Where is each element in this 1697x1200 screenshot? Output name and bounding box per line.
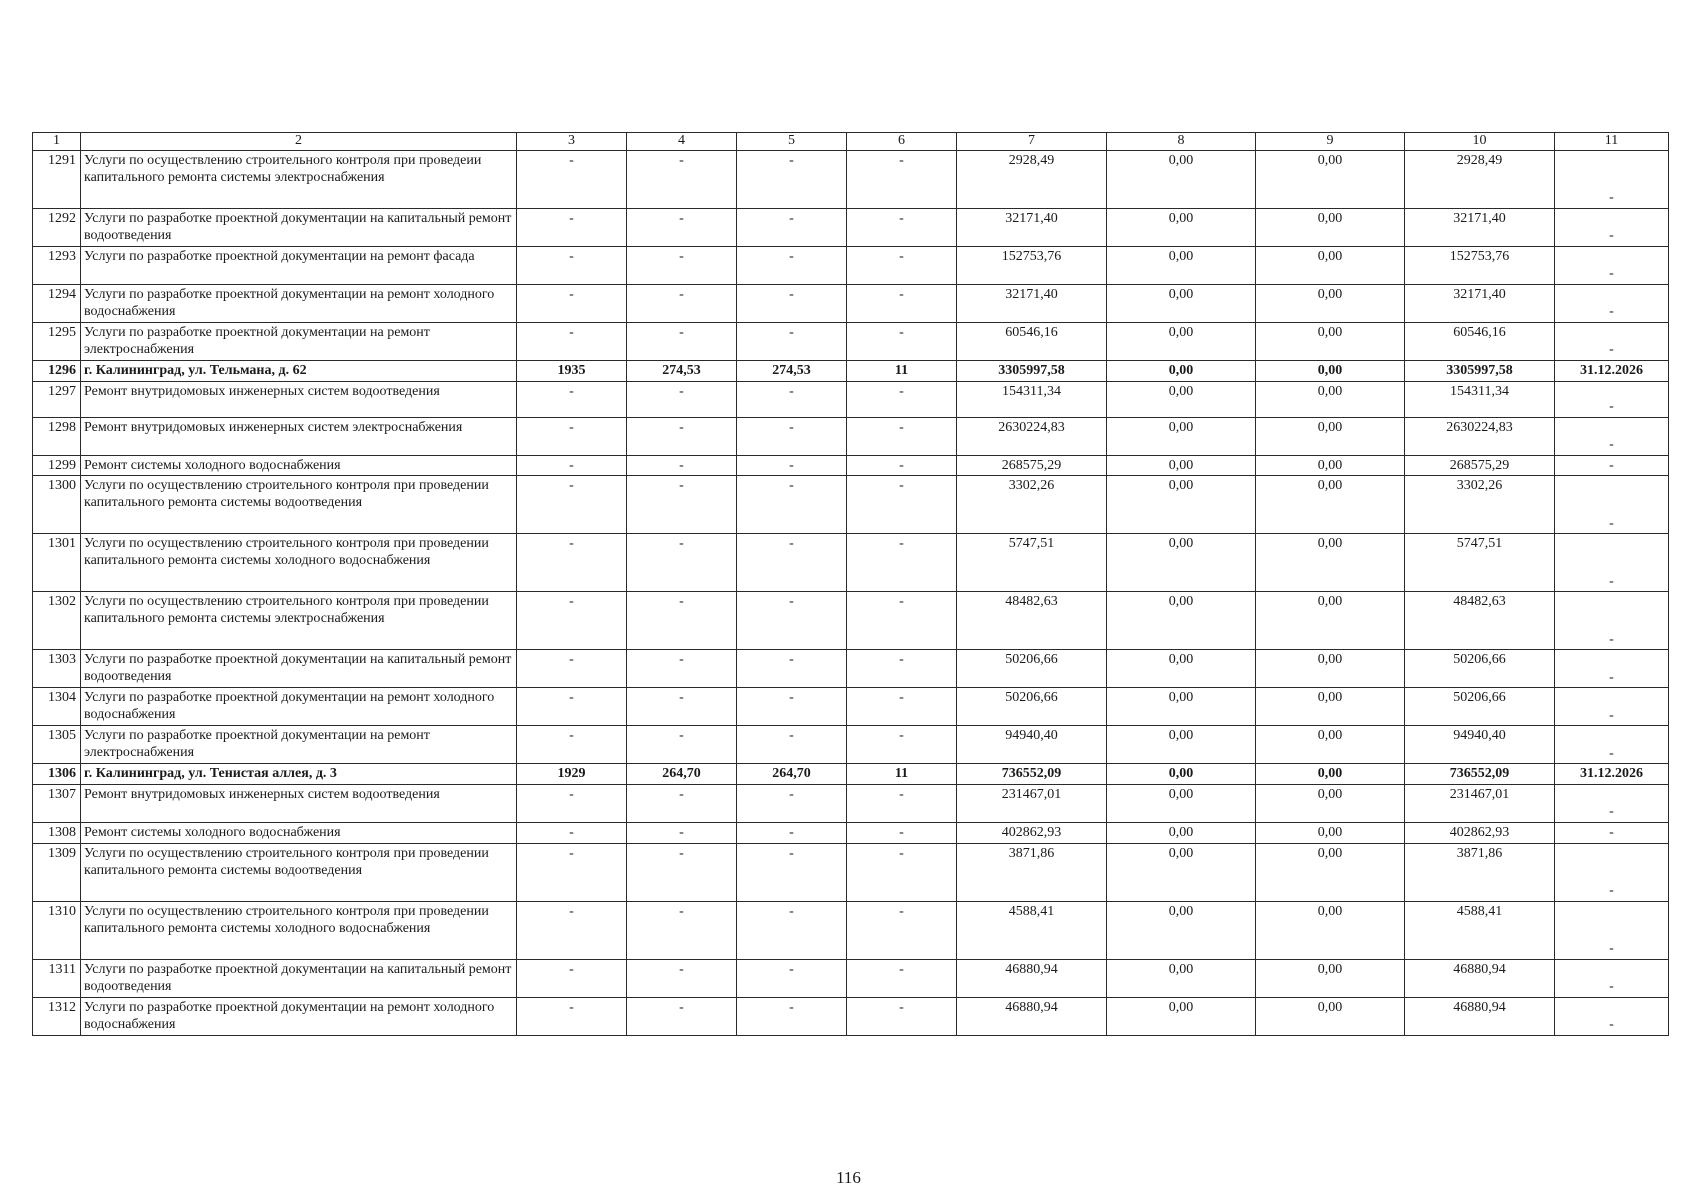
cell-c8: 0,00 xyxy=(1107,476,1256,534)
cell-c7: 152753,76 xyxy=(957,246,1107,284)
cell-n: 1299 xyxy=(33,455,81,476)
cell-c11: - xyxy=(1555,246,1669,284)
cell-n: 1304 xyxy=(33,688,81,726)
cell-c10: 48482,63 xyxy=(1405,592,1555,650)
cell-c4: - xyxy=(627,823,737,844)
cell-c7: 3302,26 xyxy=(957,476,1107,534)
cell-c6: - xyxy=(847,455,957,476)
cell-c6: - xyxy=(847,823,957,844)
cell-c6: - xyxy=(847,650,957,688)
cell-c9: 0,00 xyxy=(1256,843,1405,901)
column-header: 5 xyxy=(737,133,847,151)
cell-c9: 0,00 xyxy=(1256,997,1405,1035)
cell-c4: - xyxy=(627,476,737,534)
cell-c5: - xyxy=(737,901,847,959)
cell-c11: - xyxy=(1555,959,1669,997)
address-row xyxy=(33,360,1669,381)
cell-c8: 0,00 xyxy=(1107,417,1256,455)
table-row xyxy=(33,455,1669,476)
address-row xyxy=(33,764,1669,785)
cell-c6: - xyxy=(847,476,957,534)
cell-c3: - xyxy=(517,534,627,592)
cell-c11: - xyxy=(1555,592,1669,650)
table-row xyxy=(33,476,1669,534)
cell-c8: 0,00 xyxy=(1107,843,1256,901)
cell-c5: - xyxy=(737,997,847,1035)
cell-c7: 4588,41 xyxy=(957,901,1107,959)
cell-n: 1308 xyxy=(33,823,81,844)
cell-c11: - xyxy=(1555,284,1669,322)
cell-c8: 0,00 xyxy=(1107,534,1256,592)
cell-c9: 0,00 xyxy=(1256,534,1405,592)
cell-c5: - xyxy=(737,843,847,901)
cell-c5: 264,70 xyxy=(737,764,847,785)
cell-c11: - xyxy=(1555,843,1669,901)
cell-c3: - xyxy=(517,843,627,901)
cell-c11: - xyxy=(1555,476,1669,534)
column-header: 10 xyxy=(1405,133,1555,151)
cell-c10: 2928,49 xyxy=(1405,150,1555,208)
cell-c3: - xyxy=(517,455,627,476)
cell-name: Ремонт системы холодного водоснабжения xyxy=(81,455,517,476)
cell-c7: 2630224,83 xyxy=(957,417,1107,455)
table-row xyxy=(33,688,1669,726)
cell-name: Услуги по разработке проектной документации на ремонт холодного водоснабжения xyxy=(81,284,517,322)
cell-c8: 0,00 xyxy=(1107,246,1256,284)
cell-n: 1291 xyxy=(33,150,81,208)
cell-c9: 0,00 xyxy=(1256,455,1405,476)
cell-n: 1298 xyxy=(33,417,81,455)
cell-c7: 32171,40 xyxy=(957,284,1107,322)
cell-name: Услуги по разработке проектной документации на ремонт электроснабжения xyxy=(81,322,517,360)
cell-c10: 268575,29 xyxy=(1405,455,1555,476)
cell-c7: 48482,63 xyxy=(957,592,1107,650)
cell-n: 1311 xyxy=(33,959,81,997)
cell-c5: - xyxy=(737,650,847,688)
cell-c11: - xyxy=(1555,997,1669,1035)
cell-c6: - xyxy=(847,381,957,417)
cell-name: Услуги по осуществлению строительного контроля при проведении капитального ремонта системы водоотведения xyxy=(81,476,517,534)
cell-c7: 268575,29 xyxy=(957,455,1107,476)
cell-c8: 0,00 xyxy=(1107,997,1256,1035)
cell-c6: - xyxy=(847,959,957,997)
cell-c4: - xyxy=(627,246,737,284)
cell-c9: 0,00 xyxy=(1256,322,1405,360)
cell-c9: 0,00 xyxy=(1256,476,1405,534)
cell-name: Услуги по осуществлению строительного контроля при проведении капитального ремонта системы электроснабжения xyxy=(81,592,517,650)
cell-c5: - xyxy=(737,322,847,360)
cell-name: г. Калининград, ул. Тельмана, д. 62 xyxy=(81,360,517,381)
cell-c10: 402862,93 xyxy=(1405,823,1555,844)
column-header: 7 xyxy=(957,133,1107,151)
cell-c6: - xyxy=(847,843,957,901)
table-body xyxy=(33,150,1669,1035)
table-row xyxy=(33,650,1669,688)
cell-c9: 0,00 xyxy=(1256,208,1405,246)
cell-c3: - xyxy=(517,726,627,764)
cell-c4: - xyxy=(627,150,737,208)
cell-c7: 50206,66 xyxy=(957,688,1107,726)
cell-c9: 0,00 xyxy=(1256,764,1405,785)
table-row xyxy=(33,208,1669,246)
cell-n: 1296 xyxy=(33,360,81,381)
cell-c11: - xyxy=(1555,322,1669,360)
table-row xyxy=(33,592,1669,650)
cell-c3: - xyxy=(517,284,627,322)
cell-c5: - xyxy=(737,823,847,844)
cell-c6: - xyxy=(847,688,957,726)
cell-name: Услуги по осуществлению строительного контроля при проведении капитального ремонта системы водоотведения xyxy=(81,843,517,901)
cell-n: 1294 xyxy=(33,284,81,322)
cell-c5: - xyxy=(737,959,847,997)
cell-c6: - xyxy=(847,322,957,360)
cell-c9: 0,00 xyxy=(1256,592,1405,650)
cell-c8: 0,00 xyxy=(1107,284,1256,322)
cell-c4: - xyxy=(627,650,737,688)
cell-c3: - xyxy=(517,417,627,455)
cell-c5: - xyxy=(737,785,847,823)
cell-c9: 0,00 xyxy=(1256,360,1405,381)
cell-c4: - xyxy=(627,843,737,901)
cell-c7: 736552,09 xyxy=(957,764,1107,785)
cell-c5: - xyxy=(737,417,847,455)
cell-c10: 32171,40 xyxy=(1405,208,1555,246)
cell-c7: 94940,40 xyxy=(957,726,1107,764)
cell-name: Услуги по разработке проектной документации на капитальный ремонт водоотведения xyxy=(81,208,517,246)
cell-c10: 231467,01 xyxy=(1405,785,1555,823)
cell-c4: - xyxy=(627,284,737,322)
column-header: 11 xyxy=(1555,133,1669,151)
column-header: 3 xyxy=(517,133,627,151)
table-row xyxy=(33,785,1669,823)
cell-c9: 0,00 xyxy=(1256,150,1405,208)
cell-c7: 3871,86 xyxy=(957,843,1107,901)
cell-n: 1309 xyxy=(33,843,81,901)
cell-c6: - xyxy=(847,592,957,650)
cell-n: 1295 xyxy=(33,322,81,360)
cell-c7: 2928,49 xyxy=(957,150,1107,208)
cell-c11: - xyxy=(1555,726,1669,764)
cell-c5: - xyxy=(737,688,847,726)
cell-c10: 3305997,58 xyxy=(1405,360,1555,381)
cell-c11: - xyxy=(1555,381,1669,417)
cell-c3: - xyxy=(517,150,627,208)
cell-c10: 32171,40 xyxy=(1405,284,1555,322)
cell-c4: - xyxy=(627,726,737,764)
cell-c7: 231467,01 xyxy=(957,785,1107,823)
cell-n: 1297 xyxy=(33,381,81,417)
column-header: 1 xyxy=(33,133,81,151)
cell-name: Услуги по осуществлению строительного контроля при проведении капитального ремонта системы холодного водоснабжения xyxy=(81,901,517,959)
cell-c11: - xyxy=(1555,688,1669,726)
cell-c10: 4588,41 xyxy=(1405,901,1555,959)
table-row xyxy=(33,381,1669,417)
cell-c3: 1929 xyxy=(517,764,627,785)
cell-c11: 31.12.2026 xyxy=(1555,360,1669,381)
cell-c9: 0,00 xyxy=(1256,785,1405,823)
cell-c5: - xyxy=(737,534,847,592)
cell-c7: 46880,94 xyxy=(957,997,1107,1035)
cell-c6: - xyxy=(847,284,957,322)
cell-c5: - xyxy=(737,150,847,208)
cell-name: Услуги по разработке проектной документации на капитальный ремонт водоотведения xyxy=(81,650,517,688)
cell-c10: 154311,34 xyxy=(1405,381,1555,417)
cell-c4: - xyxy=(627,322,737,360)
table-row xyxy=(33,417,1669,455)
cell-name: Ремонт внутридомовых инженерных систем водоотведения xyxy=(81,381,517,417)
cell-c8: 0,00 xyxy=(1107,650,1256,688)
cell-c8: 0,00 xyxy=(1107,455,1256,476)
cell-c9: 0,00 xyxy=(1256,381,1405,417)
cell-c6: - xyxy=(847,150,957,208)
cell-c10: 3871,86 xyxy=(1405,843,1555,901)
table-row xyxy=(33,959,1669,997)
cell-c10: 2630224,83 xyxy=(1405,417,1555,455)
cell-c9: 0,00 xyxy=(1256,284,1405,322)
table-row xyxy=(33,901,1669,959)
cell-c7: 154311,34 xyxy=(957,381,1107,417)
table-row xyxy=(33,284,1669,322)
table-row xyxy=(33,843,1669,901)
cell-c8: 0,00 xyxy=(1107,381,1256,417)
cell-n: 1302 xyxy=(33,592,81,650)
cell-c6: 11 xyxy=(847,764,957,785)
cell-c10: 5747,51 xyxy=(1405,534,1555,592)
cell-c7: 50206,66 xyxy=(957,650,1107,688)
cell-c8: 0,00 xyxy=(1107,592,1256,650)
cell-c4: - xyxy=(627,455,737,476)
cell-c7: 3305997,58 xyxy=(957,360,1107,381)
cell-name: г. Калининград, ул. Тенистая аллея, д. 3 xyxy=(81,764,517,785)
cell-c6: - xyxy=(847,785,957,823)
cell-c9: 0,00 xyxy=(1256,959,1405,997)
cell-c3: - xyxy=(517,476,627,534)
cell-c11: - xyxy=(1555,417,1669,455)
cell-c6: - xyxy=(847,246,957,284)
cell-c3: - xyxy=(517,322,627,360)
cell-c7: 32171,40 xyxy=(957,208,1107,246)
cell-c8: 0,00 xyxy=(1107,688,1256,726)
document-sheet xyxy=(32,132,1668,1036)
cell-c11: - xyxy=(1555,823,1669,844)
cell-n: 1293 xyxy=(33,246,81,284)
cell-c4: - xyxy=(627,688,737,726)
cell-c10: 46880,94 xyxy=(1405,959,1555,997)
cell-c6: - xyxy=(847,534,957,592)
cell-c6: - xyxy=(847,417,957,455)
cell-c6: - xyxy=(847,726,957,764)
cell-c6: 11 xyxy=(847,360,957,381)
table-row xyxy=(33,534,1669,592)
cell-c8: 0,00 xyxy=(1107,785,1256,823)
cell-c9: 0,00 xyxy=(1256,901,1405,959)
cell-c6: - xyxy=(847,901,957,959)
capital-repair-table xyxy=(32,132,1669,1036)
cell-c10: 736552,09 xyxy=(1405,764,1555,785)
cell-c3: - xyxy=(517,246,627,284)
cell-n: 1307 xyxy=(33,785,81,823)
cell-name: Услуги по осуществлению строительного контроля при проведеии капитального ремонта системы электроснабжения xyxy=(81,150,517,208)
cell-c9: 0,00 xyxy=(1256,726,1405,764)
page-number: 116 xyxy=(836,1168,861,1187)
cell-c3: - xyxy=(517,959,627,997)
cell-c3: - xyxy=(517,592,627,650)
cell-c9: 0,00 xyxy=(1256,417,1405,455)
cell-c3: - xyxy=(517,823,627,844)
cell-name: Услуги по разработке проектной документации на ремонт фасада xyxy=(81,246,517,284)
cell-c4: - xyxy=(627,592,737,650)
cell-c8: 0,00 xyxy=(1107,959,1256,997)
cell-c9: 0,00 xyxy=(1256,688,1405,726)
table-row xyxy=(33,823,1669,844)
cell-n: 1303 xyxy=(33,650,81,688)
cell-c8: 0,00 xyxy=(1107,360,1256,381)
cell-c8: 0,00 xyxy=(1107,764,1256,785)
cell-name: Услуги по разработке проектной документации на ремонт электроснабжения xyxy=(81,726,517,764)
cell-c3: - xyxy=(517,650,627,688)
cell-c5: - xyxy=(737,246,847,284)
cell-name: Ремонт внутридомовых инженерных систем водоотведения xyxy=(81,785,517,823)
cell-c3: 1935 xyxy=(517,360,627,381)
cell-c5: - xyxy=(737,476,847,534)
cell-c3: - xyxy=(517,381,627,417)
cell-c7: 402862,93 xyxy=(957,823,1107,844)
cell-c4: - xyxy=(627,417,737,455)
cell-c5: - xyxy=(737,592,847,650)
cell-c11: - xyxy=(1555,785,1669,823)
cell-c10: 94940,40 xyxy=(1405,726,1555,764)
cell-c8: 0,00 xyxy=(1107,823,1256,844)
cell-name: Услуги по разработке проектной документации на капитальный ремонт водоотведения xyxy=(81,959,517,997)
cell-c4: - xyxy=(627,208,737,246)
cell-c6: - xyxy=(847,997,957,1035)
column-header: 9 xyxy=(1256,133,1405,151)
cell-name: Услуги по разработке проектной документации на ремонт холодного водоснабжения xyxy=(81,688,517,726)
cell-c5: 274,53 xyxy=(737,360,847,381)
table-row xyxy=(33,997,1669,1035)
cell-n: 1292 xyxy=(33,208,81,246)
cell-c7: 5747,51 xyxy=(957,534,1107,592)
cell-c4: 264,70 xyxy=(627,764,737,785)
cell-c5: - xyxy=(737,284,847,322)
table-row xyxy=(33,322,1669,360)
cell-c11: - xyxy=(1555,534,1669,592)
cell-c9: 0,00 xyxy=(1256,246,1405,284)
cell-n: 1301 xyxy=(33,534,81,592)
cell-name: Ремонт внутридомовых инженерных систем электроснабжения xyxy=(81,417,517,455)
cell-c4: - xyxy=(627,959,737,997)
cell-c7: 46880,94 xyxy=(957,959,1107,997)
cell-c9: 0,00 xyxy=(1256,650,1405,688)
column-header: 4 xyxy=(627,133,737,151)
cell-c5: - xyxy=(737,455,847,476)
cell-c8: 0,00 xyxy=(1107,726,1256,764)
cell-c10: 3302,26 xyxy=(1405,476,1555,534)
cell-c11: 31.12.2026 xyxy=(1555,764,1669,785)
cell-n: 1306 xyxy=(33,764,81,785)
cell-c8: 0,00 xyxy=(1107,901,1256,959)
cell-c10: 46880,94 xyxy=(1405,997,1555,1035)
column-header: 6 xyxy=(847,133,957,151)
cell-c3: - xyxy=(517,688,627,726)
cell-c9: 0,00 xyxy=(1256,823,1405,844)
cell-c11: - xyxy=(1555,455,1669,476)
cell-c11: - xyxy=(1555,650,1669,688)
cell-n: 1305 xyxy=(33,726,81,764)
cell-c10: 60546,16 xyxy=(1405,322,1555,360)
cell-c4: - xyxy=(627,534,737,592)
table-row xyxy=(33,150,1669,208)
cell-c11: - xyxy=(1555,901,1669,959)
table-row xyxy=(33,726,1669,764)
cell-c4: - xyxy=(627,901,737,959)
cell-name: Услуги по разработке проектной документации на ремонт холодного водоснабжения xyxy=(81,997,517,1035)
cell-n: 1300 xyxy=(33,476,81,534)
column-header: 2 xyxy=(81,133,517,151)
cell-c8: 0,00 xyxy=(1107,322,1256,360)
cell-c6: - xyxy=(847,208,957,246)
cell-n: 1312 xyxy=(33,997,81,1035)
cell-c7: 60546,16 xyxy=(957,322,1107,360)
cell-c3: - xyxy=(517,997,627,1035)
cell-c10: 50206,66 xyxy=(1405,650,1555,688)
cell-c4: - xyxy=(627,997,737,1035)
cell-n: 1310 xyxy=(33,901,81,959)
cell-c10: 50206,66 xyxy=(1405,688,1555,726)
column-number-row xyxy=(33,133,1669,151)
cell-c11: - xyxy=(1555,150,1669,208)
column-header: 8 xyxy=(1107,133,1256,151)
cell-name: Ремонт системы холодного водоснабжения xyxy=(81,823,517,844)
cell-c5: - xyxy=(737,208,847,246)
cell-c3: - xyxy=(517,785,627,823)
cell-c4: - xyxy=(627,785,737,823)
cell-c5: - xyxy=(737,726,847,764)
cell-c11: - xyxy=(1555,208,1669,246)
cell-c4: - xyxy=(627,381,737,417)
cell-c3: - xyxy=(517,208,627,246)
cell-c8: 0,00 xyxy=(1107,208,1256,246)
cell-c4: 274,53 xyxy=(627,360,737,381)
cell-c5: - xyxy=(737,381,847,417)
cell-name: Услуги по осуществлению строительного контроля при проведении капитального ремонта системы холодного водоснабжения xyxy=(81,534,517,592)
cell-c8: 0,00 xyxy=(1107,150,1256,208)
cell-c10: 152753,76 xyxy=(1405,246,1555,284)
table-row xyxy=(33,246,1669,284)
cell-c3: - xyxy=(517,901,627,959)
